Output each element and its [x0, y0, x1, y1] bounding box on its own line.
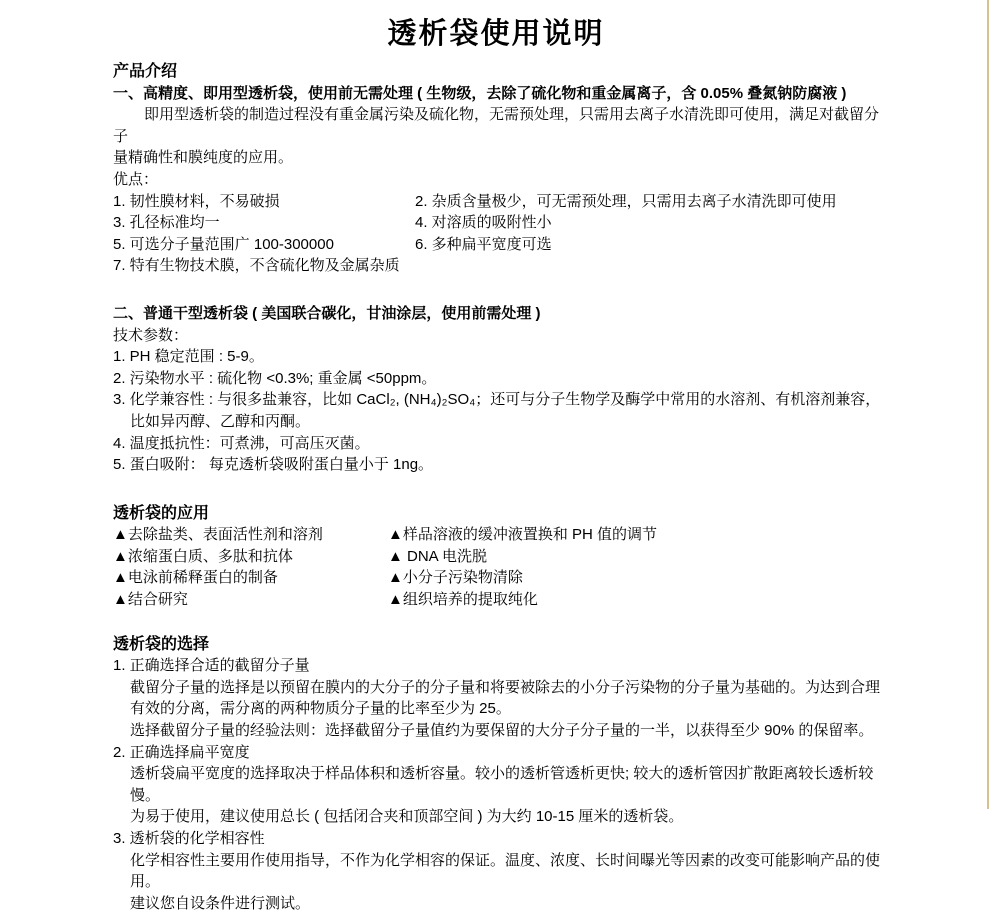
- selection-item-title: 1. 正确选择合适的截留分子量: [113, 657, 310, 675]
- selection-item-line: 透析袋扁平宽度的选择取决于样品体积和透析容量。较小的透析管透析更快; 较大的透析管因扩散距离较长透析较慢。: [130, 765, 874, 804]
- selection-item-line: 化学相容性主要用作使用指导，不作为化学相容的保证。温度、浓度、长时间曝光等因素的改变可能影响产品的使用。: [130, 851, 881, 891]
- tech-param-item: 1. PH 稳定范围 : 5-9。: [113, 348, 264, 366]
- section-heading-product-intro: 产品介绍: [113, 63, 178, 80]
- subsection-heading-ready-to-use: 一、高精度、即用型透析袋，使用前无需处理 ( 生物级，去除了硫化物和重金属离子，含 0.05% 叠氮钠防腐液 ): [113, 84, 847, 102]
- application-cell-right: ▲小分子污染物清除: [388, 569, 523, 587]
- advantage-cell-left: 5. 可选分子量范围广 100-300000: [113, 235, 334, 253]
- tech-param-item: 3. 化学兼容性 : 与很多盐兼容，比如 CaCl₂, (NH₄)₂SO₄；还可与分子生物学及酶学中常用的水溶剂、有机溶剂兼容，: [113, 391, 881, 409]
- application-row: [113, 546, 886, 568]
- selection-item-line: 截留分子量的选择是以预留在膜内的大分子的分子量和将要被除去的小分子污染物的分子量为基础的。为达到合理: [130, 678, 881, 696]
- advantage-cell-right: 2. 杂质含量极少，可无需预处理，只需用去离子水清洗即可使用: [415, 192, 837, 210]
- tech-param-item-continuation: 比如异丙醇、乙醇和丙酮。: [130, 412, 311, 430]
- application-row: [113, 524, 886, 546]
- subsection-heading-dry-type: 二、普通干型透析袋 ( 美国联合碳化，甘油涂层，使用前需处理 ): [113, 304, 541, 322]
- page-title: 透析袋使用说明: [387, 18, 605, 50]
- advantage-cell-left: 1. 韧性膜材料，不易破损: [113, 192, 280, 210]
- application-cell-left: ▲浓缩蛋白质、多肽和抗体: [113, 547, 293, 565]
- application-cell-right: ▲ DNA 电洗脱: [388, 547, 488, 565]
- page-edge-line: [987, 0, 989, 809]
- tech-param-item: 5. 蛋白吸附： 每克透析袋吸附蛋白量小于 1ng。: [113, 456, 434, 474]
- advantage-row: [113, 255, 886, 277]
- section-heading-applications: 透析袋的应用: [113, 504, 210, 522]
- advantage-cell-left: 3. 孔径标准均一: [113, 214, 220, 232]
- selection-item-title: 3. 透析袋的化学相容性: [113, 830, 265, 847]
- selection-item-line: 有效的分离，需分离的两种物质分子量的比率至少为 25。: [130, 700, 511, 718]
- advantage-cell-right: 4. 对溶质的吸附性小: [415, 214, 552, 232]
- tech-param-item: 4. 温度抵抗性：可煮沸，可高压灭菌。: [113, 434, 370, 452]
- application-row: [113, 589, 886, 611]
- selection-item-line: 建议您自设条件进行测试。: [130, 894, 311, 912]
- tech-params-label: 技术参数：: [113, 326, 189, 344]
- selection-item-line: 为易于使用，建议使用总长 ( 包括闭合夹和顶部空间 ) 为大约 10-15 厘米的透析袋。: [130, 808, 684, 826]
- application-cell-left: ▲结合研究: [113, 591, 188, 609]
- advantage-cell-right: 6. 多种扁平宽度可选: [415, 235, 552, 253]
- advantages-label: 优点：: [113, 170, 159, 188]
- advantage-row: [113, 212, 886, 234]
- section-heading-selection: 透析袋的选择: [113, 635, 210, 653]
- advantage-row: [113, 234, 886, 256]
- advantage-cell-left: 7. 特有生物技术膜，不含硫化物及金属杂质: [113, 257, 400, 275]
- application-cell-left: ▲电泳前稀释蛋白的制备: [113, 569, 278, 587]
- advantage-cell-right: [415, 255, 886, 277]
- tech-param-item: 2. 污染物水平 : 硫化物 <0.3%; 重金属 <50ppm。: [113, 369, 437, 387]
- application-cell-right: ▲组织培养的提取纯化: [388, 591, 538, 609]
- application-cell-right: ▲样品溶液的缓冲液置换和 PH 值的调节: [388, 526, 658, 544]
- selection-item-line: 选择截留分子量的经验法则：选择截留分子量值约为要保留的大分子分子量的一半，以获得至少 90% 的保留率。: [130, 722, 874, 740]
- intro-paragraph-line: 量精确性和膜纯度的应用。: [113, 149, 294, 167]
- advantage-row: [113, 191, 886, 213]
- document-content: [113, 61, 886, 914]
- application-row: [113, 567, 886, 589]
- application-cell-left: ▲去除盐类、表面活性剂和溶剂: [113, 526, 323, 544]
- selection-item-title: 2. 正确选择扁平宽度: [113, 743, 250, 761]
- intro-paragraph-line: 即用型透析袋的制造过程没有重金属污染及硫化物，无需预处理，只需用去离子水清洗即可使用，满足对截留分子: [113, 106, 880, 145]
